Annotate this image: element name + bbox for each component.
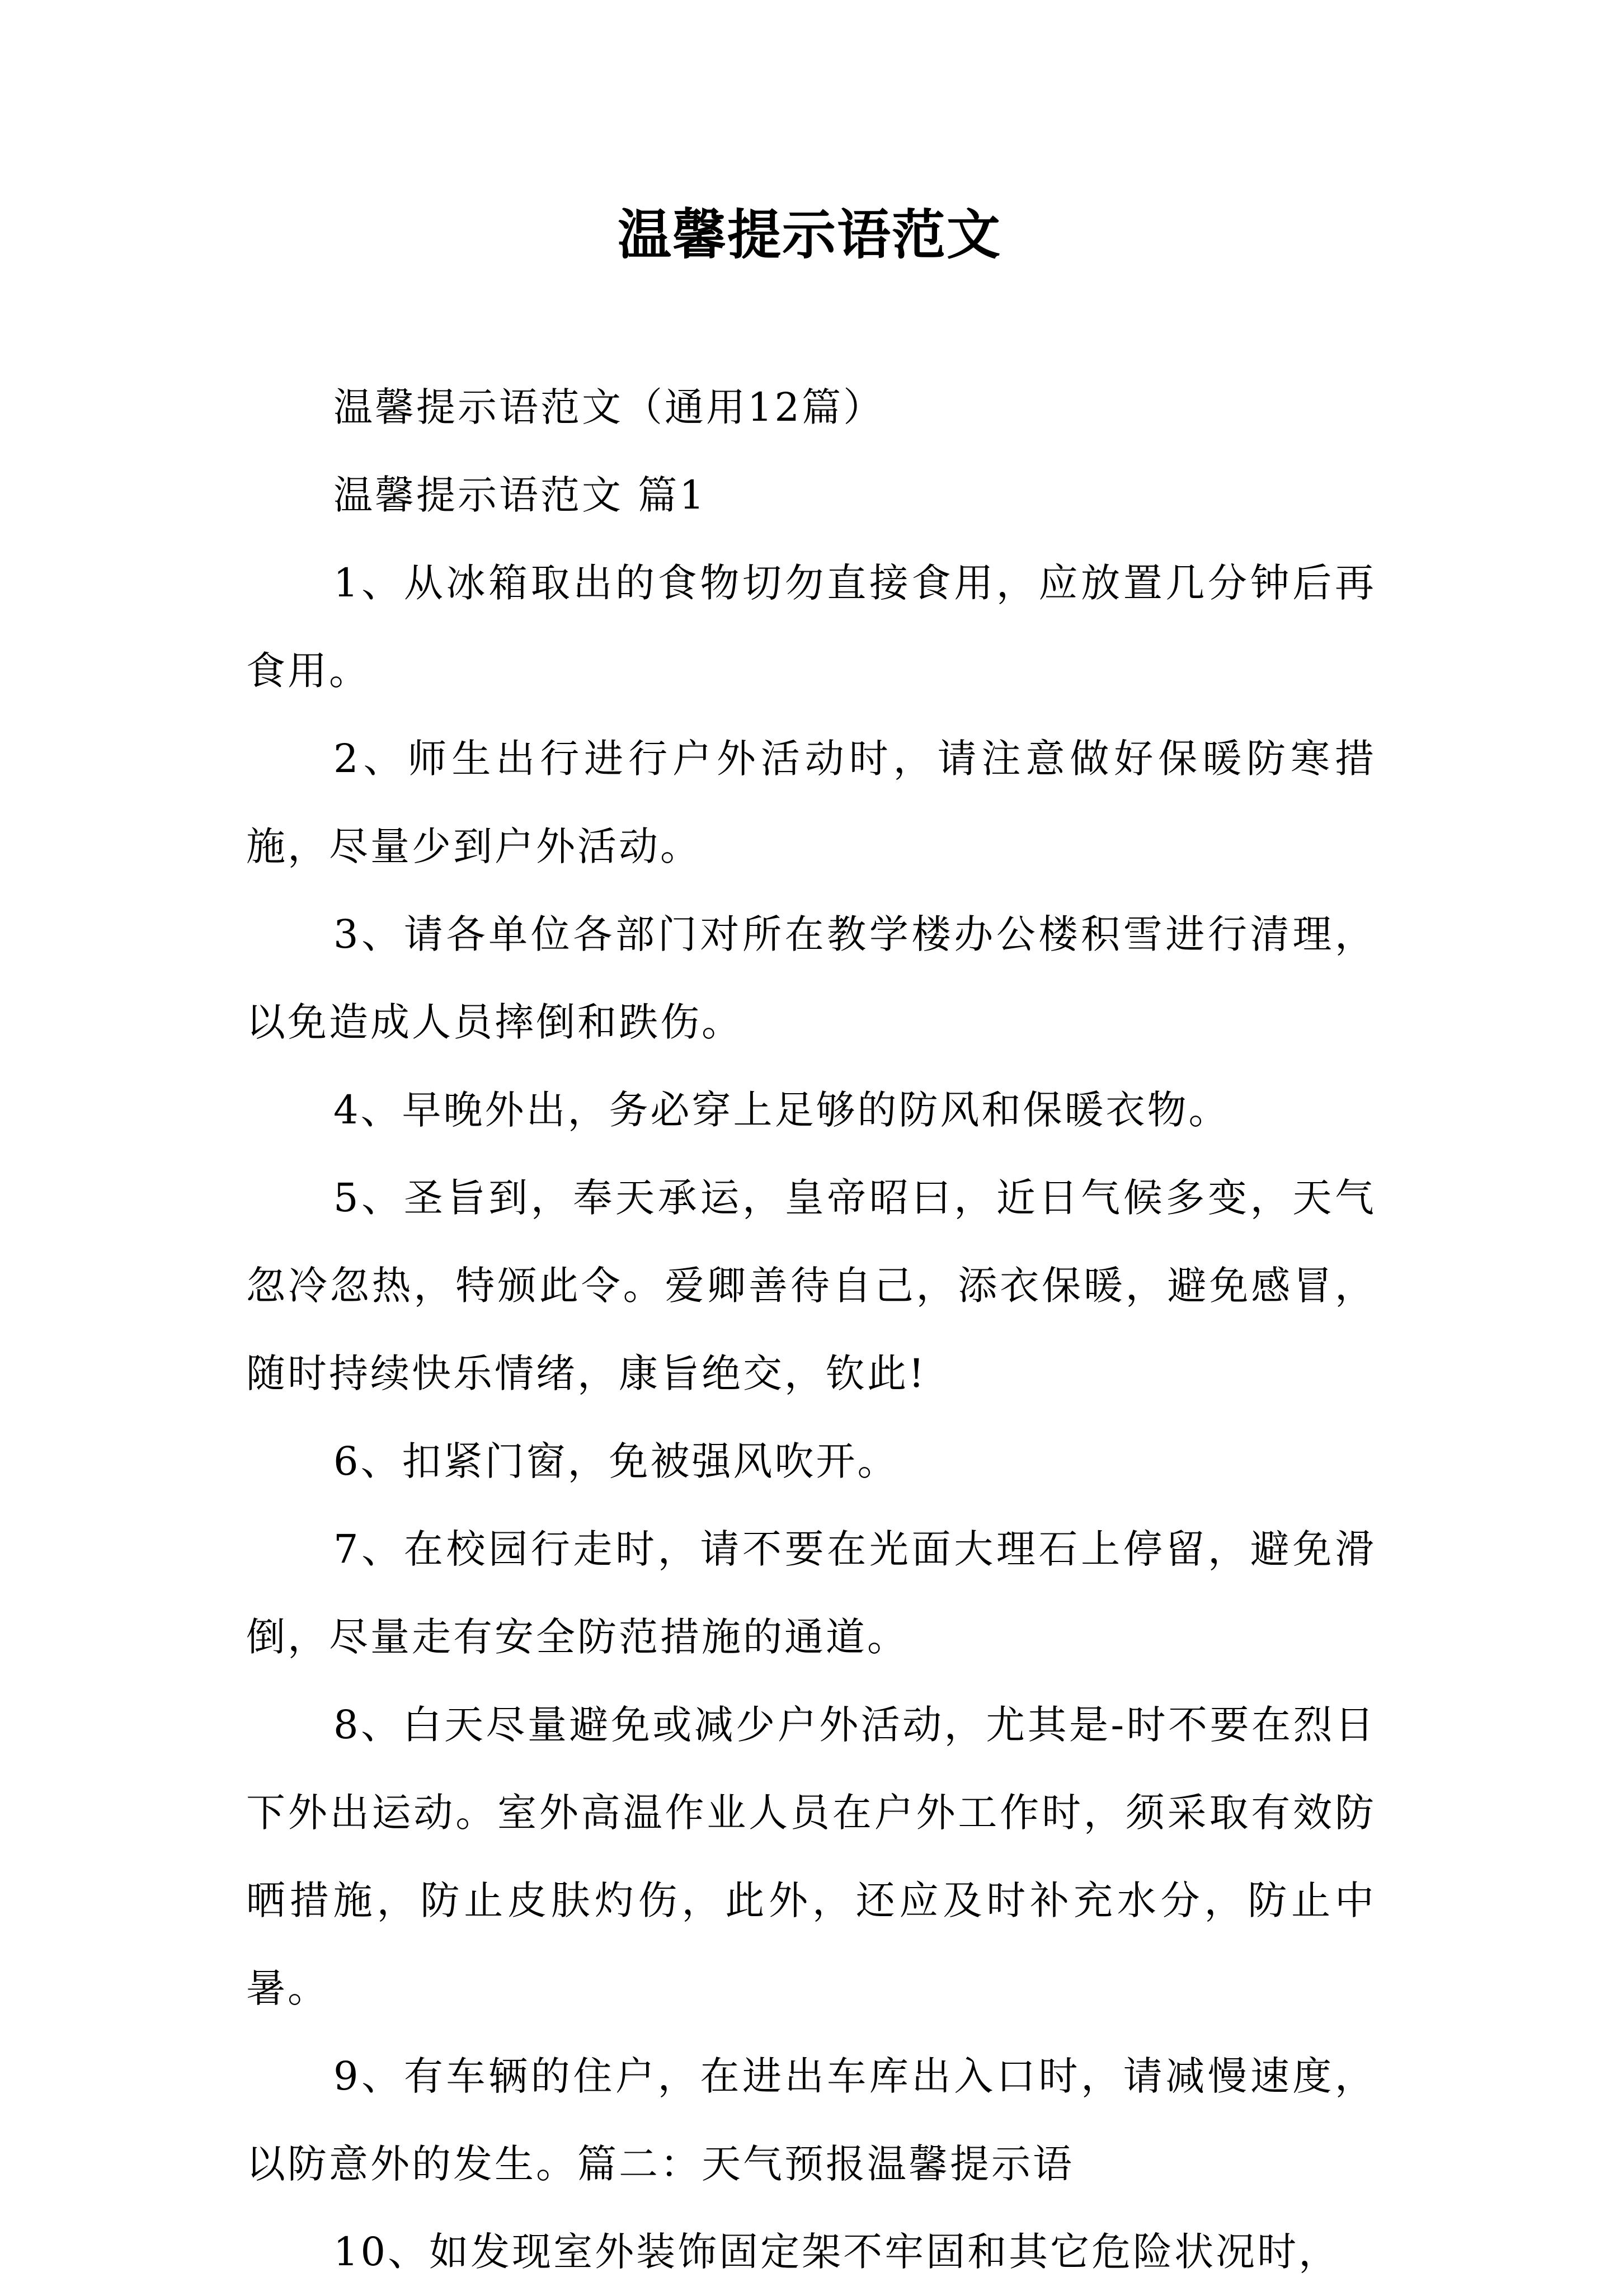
tip-paragraph-1: 1、从冰箱取出的食物切勿直接食用，应放置几分钟后再食用。	[246, 560, 1376, 694]
document-body	[246, 364, 1376, 2296]
tip-paragraph-7: 7、在校园行走时，请不要在光面大理石上停留，避免滑倒，尽量走有安全防范措施的通道。	[246, 1526, 1376, 1660]
section-heading: 温馨提示语范文 篇1	[333, 472, 707, 518]
subtitle: 温馨提示语范文（通用12篇）	[333, 384, 885, 430]
tip-paragraph-4: 4、早晚外出，务必穿上足够的防风和保暖衣物。	[333, 1087, 1230, 1133]
page-title: 温馨提示语范文	[618, 203, 1001, 266]
tip-paragraph-9: 9、有车辆的住户，在进出车库出入口时，请减慢速度，以防意外的发生。篇二：天气预报温馨提示语	[246, 2053, 1376, 2187]
tip-paragraph-10: 10、如发现室外装饰固定架不牢固和其它危险状况时，	[333, 2229, 1340, 2275]
tip-paragraph-2: 2、师生出行进行户外活动时，请注意做好保暖防寒措施，尽量少到户外活动。	[246, 736, 1376, 869]
tip-paragraph-5: 5、圣旨到，奉天承运，皇帝昭曰，近日气候多变，天气忽冷忽热，特颁此令。爱卿善待自己，添衣保暖，避免感冒，随时持续快乐情绪，康旨绝交，钦此!	[246, 1175, 1376, 1396]
tip-paragraph-8: 8、白天尽量避免或减少户外活动，尤其是-时不要在烈日下外出运动。室外高温作业人员在户外工作时，须采取有效防晒措施，防止皮肤灼伤，此外，还应及时补充水分，防止中暑。	[246, 1702, 1376, 2011]
tip-paragraph-3: 3、请各单位各部门对所在教学楼办公楼积雪进行清理，以免造成人员摔倒和跌伤。	[246, 911, 1376, 1045]
tip-paragraph-6: 6、扣紧门窗，免被强风吹开。	[333, 1438, 899, 1484]
